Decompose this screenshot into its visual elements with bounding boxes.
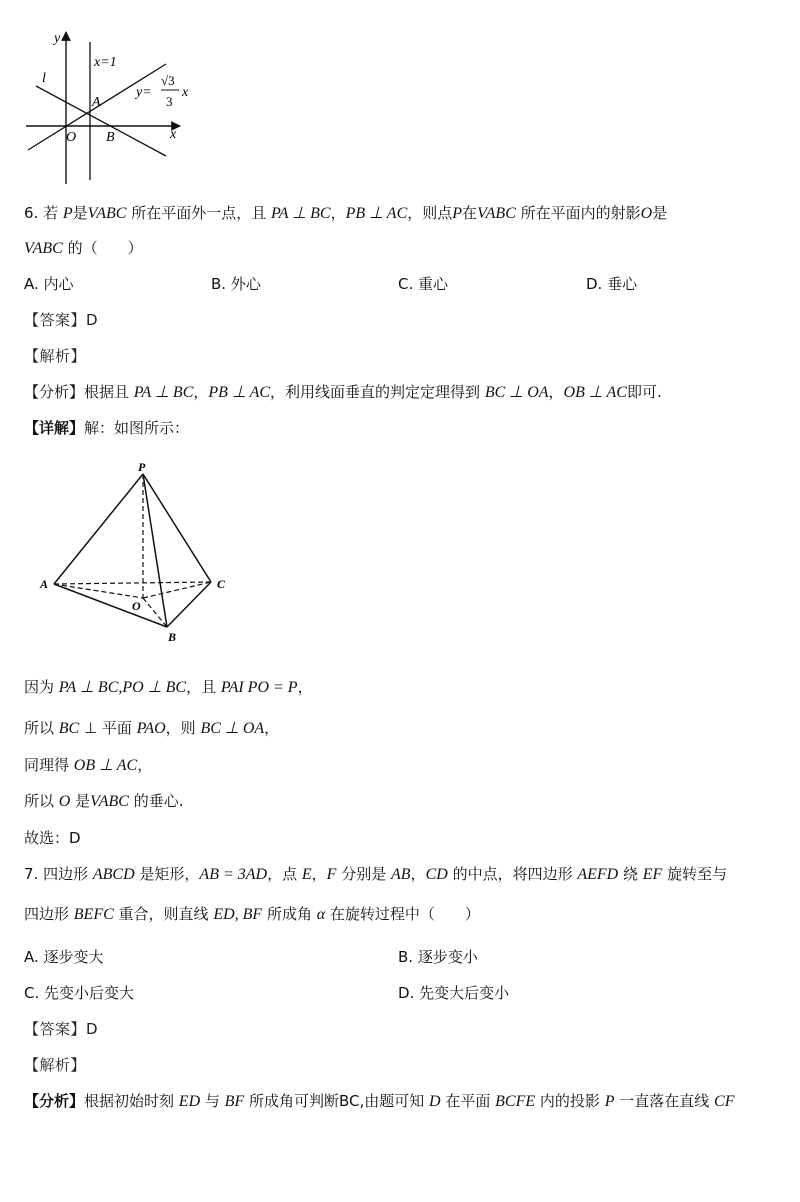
text: 的中点，将四边形 (447, 865, 578, 883)
text: ， (410, 865, 426, 883)
math: VABC (87, 205, 127, 222)
text: 所在平面内的射影 (515, 204, 641, 222)
math: PAO (136, 720, 166, 737)
text: 是 (70, 792, 91, 810)
math: P (452, 205, 463, 222)
label-B: B (106, 130, 115, 145)
math: EF (642, 866, 663, 883)
math: AB = 3AD (199, 866, 268, 883)
label-C: C (217, 577, 226, 591)
text: 是 (72, 204, 88, 222)
text: 根据且 (84, 383, 134, 401)
q6-answer: 【答案】D (24, 311, 99, 329)
text: 旋转至与 (662, 865, 728, 883)
text: ， (548, 383, 564, 401)
math: BC ⊥ OA (484, 384, 549, 401)
q6-solution-s3 (24, 755, 152, 776)
label-y: y (54, 31, 61, 46)
q6-option-d: D. 垂心 (586, 275, 638, 293)
math: BC (58, 720, 80, 737)
q7-stem-line2 (24, 904, 480, 925)
text: 【分析】 (24, 1092, 85, 1110)
q7-stem-line1 (24, 864, 727, 885)
text: ， (137, 756, 153, 774)
math: PA ⊥ BC,PO ⊥ BC (58, 679, 187, 696)
text: 分别是 (336, 865, 391, 883)
math: BF (224, 1093, 245, 1110)
segment-AO-dashed (54, 584, 143, 598)
q6-stem-line2 (24, 238, 143, 259)
math: PA ⊥ BC (271, 205, 331, 222)
label-O: O (66, 130, 77, 145)
text: 在 (462, 204, 478, 222)
math: ED, BF (213, 906, 263, 923)
text: 即可. (626, 383, 662, 401)
q6-solution-s4 (24, 791, 183, 812)
text: ，则点 (407, 204, 453, 222)
q7-answer: 【答案】D (24, 1020, 99, 1038)
text: 解：如图所示： (84, 419, 190, 437)
label-line-eq: y= (136, 85, 152, 100)
math: P (62, 205, 73, 222)
math: VABC (24, 240, 63, 257)
text: ，则 (165, 719, 201, 737)
math: α (316, 906, 326, 923)
label-l: l (42, 71, 46, 86)
q6-solution-s5: 故选：D (24, 829, 81, 847)
label-x-suffix: x (182, 85, 189, 100)
label-x: x (170, 127, 177, 142)
label-B: B (168, 630, 177, 644)
text: ，点 (267, 865, 302, 883)
q6-fenxi (24, 382, 662, 403)
math: CD (425, 866, 448, 883)
math: E (301, 866, 312, 883)
q6-option-c: C. 重心 (398, 275, 449, 293)
math: OB ⊥ AC (563, 384, 627, 401)
text: ， (330, 204, 346, 222)
q6-option-a: A. 内心 (24, 275, 74, 293)
math: O (58, 793, 71, 810)
math: BCFE (495, 1093, 536, 1110)
edge-PC (143, 474, 211, 582)
text: ， (193, 383, 209, 401)
math: AEFD (577, 866, 619, 883)
text: 所以 (24, 792, 59, 810)
edge-AB (54, 584, 167, 627)
math: OB ⊥ AC (73, 757, 138, 774)
text: ⊥ 平面 (79, 719, 137, 737)
text: ，利用线面垂直的判定定理得到 (270, 383, 485, 401)
label-sqrt3: √3 (161, 73, 175, 88)
text: 是 (652, 204, 668, 222)
text: 6. 若 (24, 204, 63, 222)
text: 在平面 (440, 1092, 496, 1110)
q7-option-a: A. 逐步变大 (24, 948, 104, 966)
text: ， (311, 865, 327, 883)
q6-option-b: B. 外心 (211, 275, 261, 293)
text: 所成角 (262, 905, 317, 923)
text: 内的投影 (535, 1092, 605, 1110)
math: BC ⊥ OA (200, 720, 265, 737)
q7-option-d: D. 先变大后变小 (398, 984, 510, 1002)
math: O (640, 205, 653, 222)
text: ， (297, 678, 313, 696)
label-P: P (138, 460, 146, 474)
edge-PB (143, 474, 167, 627)
math: D (429, 1093, 441, 1110)
q6-analysis-tag: 【解析】 (24, 347, 87, 365)
text: 是矩形， (134, 865, 200, 883)
math: P (604, 1093, 615, 1110)
text: 的（ ） (62, 239, 143, 257)
label-O: O (132, 599, 141, 613)
text: 与 (200, 1092, 225, 1110)
q7-analysis-tag: 【解析】 (24, 1056, 87, 1074)
q6-stem-line1 (24, 203, 667, 224)
text: 【分析】 (24, 383, 85, 401)
text: 同理得 (24, 756, 74, 774)
q7-option-b: B. 逐步变小 (398, 948, 478, 966)
math: PA ⊥ BC (133, 384, 194, 401)
edge-AC-dashed (54, 582, 211, 584)
math: VABC (477, 205, 516, 222)
text: 因为 (24, 678, 59, 696)
text: 所以 (24, 719, 59, 737)
math: ED (178, 1093, 201, 1110)
text: 根据初始时刻 (84, 1092, 179, 1110)
math: ABCD (92, 866, 135, 883)
label-den: 3 (166, 94, 173, 109)
math: VABC (90, 793, 129, 810)
edge-PA (54, 474, 143, 584)
q6-solution-s1 (24, 677, 313, 698)
math: CF (714, 1093, 735, 1110)
text: 7. 四边形 (24, 865, 93, 883)
label-A: A (40, 577, 49, 591)
tetrahedron-figure (30, 458, 240, 648)
text: 所成角可判断BC,由题可知 (244, 1092, 430, 1110)
label-x-equals-1: x=1 (94, 55, 117, 70)
text: 在旋转过程中（ ） (325, 905, 480, 923)
q6-solution-s2 (24, 718, 279, 739)
text: 所在平面外一点，且 (126, 204, 272, 222)
text: 一直落在直线 (614, 1092, 715, 1110)
text: 【详解】 (24, 419, 85, 437)
math: AB (391, 866, 411, 883)
text: ， (264, 719, 280, 737)
text: 四边形 (24, 905, 74, 923)
q7-fenxi (24, 1091, 734, 1112)
math: PB ⊥ AC (208, 384, 271, 401)
coordinate-graph (20, 28, 220, 188)
q6-xiangjie (24, 418, 189, 438)
q7-option-c: C. 先变小后变大 (24, 984, 135, 1002)
text: 绕 (618, 865, 643, 883)
segment-OC-dashed (143, 582, 211, 598)
edge-CB (167, 582, 211, 627)
text: ，且 (186, 678, 221, 696)
math: PAI PO = P (220, 679, 298, 696)
label-A: A (92, 95, 101, 110)
math: F (326, 866, 337, 883)
math: PB ⊥ AC (345, 205, 408, 222)
text: 的垂心. (128, 792, 184, 810)
text: 重合，则直线 (113, 905, 214, 923)
math: BEFC (73, 906, 114, 923)
